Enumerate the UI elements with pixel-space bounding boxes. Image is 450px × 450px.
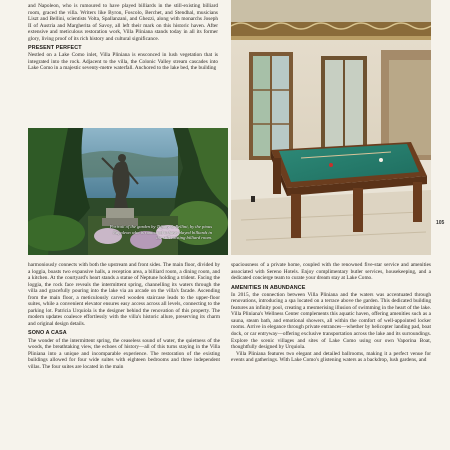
present-perfect-paragraph: Nestled on a Lake Como inlet, Villa Pliniana is ensconced in lush vegetation that is integrated into the rock. Adjacent to the villa, the Colonic Valley stream cascades into Lake Como in a majestic seventy-metre waterfall. Anchored to the lake bed, the building xyxy=(28,52,218,72)
billiard-room-photo xyxy=(231,0,431,255)
intro-paragraph: and Napoleon, who is rumoured to have played billiards in the still-existing billiard room, graced the villa. Writers like Byron, Foscolo, Berchet, and Stendhal, musicians Liszt and Bellini, scientists Volta, Spallanzani, and Ghezzi, along with monarchs Joseph II of Austria and Margherita of Savoy, all left their mark on this historic haven. After extensive and meticulous restoration work, Villa Pliniana stands today in all its former glory, living proof of its rich history and cultural significance. xyxy=(28,3,218,42)
sono-a-casa-paragraph: The wonder of the intermittent spring, the ceaseless sound of water, the quietness of the woods, the breathtaking view, the echoes of history—all of this turns staying in the Villa Pliniana into a unique and incomparable experience. The restoration of the existing buildings allowed for four wide suites with eighteen bedrooms and three independent villas. The four suites are located in the main xyxy=(28,337,220,370)
section-heading-amenities: AMENITIES IN ABUNDANCE xyxy=(231,284,306,291)
billiard-room-illustration xyxy=(231,0,431,255)
top-left-column xyxy=(28,3,218,72)
layout-paragraph: harmoniously connects with both the upstream and front sides. The main floor, divided by a loggia, boasts two expansive halls, a reception area, a billiard room, a dining room, and a kitchen. At the courtyard's heart stands a statue of Neptune holding a trident. Facing the loggia, the rock face reveals the intermittent spring, channelling its waters through the villa and gracefully pouring into the lake via an arcade on the villa's facade. Ascending from the main floor, a meticulously carved wooden staircase leads to the upper-floor suites, while a convenient elevator ensures easy access across all levels, connecting to the parking lot. Patricia Urquiola is the designer behind the renovation of this property. The modern updates coalesce effortlessly with the villa's historic allure, preserving its charm and original design details. xyxy=(28,262,220,327)
page-number: 105 xyxy=(436,220,445,226)
service-paragraph: spaciousness of a private home, coupled with the renowned five-star service and amenities associated with Sereno Hotels. Enjoy complimentary butler services, housekeeping, and a dedicated concierge team to curate your dream stay at Lake Como. xyxy=(231,262,431,282)
section-heading-sono-a-casa: SONO A CASA xyxy=(28,330,67,337)
section-heading-present-perfect: PRESENT PERFECT xyxy=(28,45,82,52)
amenities-paragraph: In 2015, the connection between Villa Pliniana and the waters was accentuated through renovations, introducing a spa located on a terrace above the garden. This dedicated building features an infinity pool, creating a mesmerising illusion of swimming in the heart of the lake. Villa Pliniana's Wellness Center complements this aquatic haven, offering amenities such as a sauna, steam bath, and emotional showers, all within the comfort of well-appointed locker rooms. Arrive in elegance through private entrances—whether by helicopter landing pad, boat dock, or car entryway—offering exclusive transportation across the lake and its surroundings. Explore the scenic villages and sites of Lake Como using our own Vaporina Boat, thoughtfully designed by Urquiola. xyxy=(231,291,431,351)
photo-caption: Portrait of the garden by Tiffany & Bellini, by the pious Napoleon who is rumoured to have played billiards in the still existing billiard room. xyxy=(109,224,212,240)
bottom-left-column xyxy=(28,262,220,370)
ballrooms-paragraph: Villa Pliniana features two elegant and detailed ballrooms, making it a perfect venue for events and gatherings. With Lake Como's glistening waters as a backdrop, lush gardens, and xyxy=(231,350,431,364)
bottom-right-column xyxy=(231,262,431,364)
